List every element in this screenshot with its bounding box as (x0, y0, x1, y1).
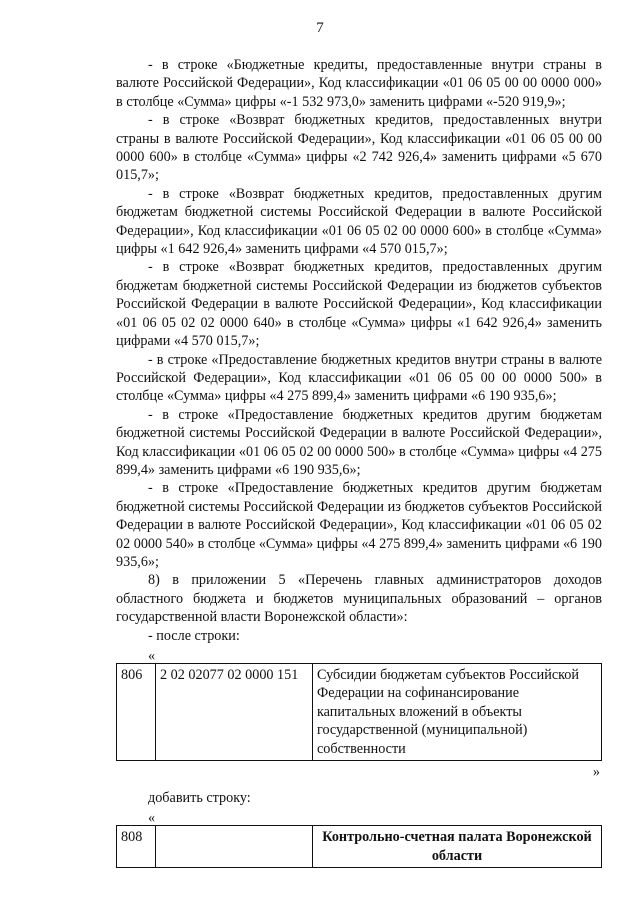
add-line-label: добавить строку: (148, 790, 251, 807)
paragraph: - в строке «Предоставление бюджетных кредитов внутри страны в валюте Российской Федерации», Код классификации «01 06 05 00 00 0000 500» в столбце «Сумма» цифры «4 275 899,4» заменить цифрами «6 190 935,6»; (116, 351, 602, 405)
table-cell-classification (156, 826, 313, 868)
table-row (117, 664, 602, 761)
paragraph: - в строке «Возврат бюджетных кредитов, предоставленных другим бюджетам бюджетной системы Российской Федерации в валюте Российской Федерации», Код классификации «01 06 05 02 00 0000 600» в столбце «Сумма» цифры «1 642 926,4» заменить цифрами «4 570 015,7»; (116, 185, 602, 258)
close-quote: » (592, 764, 600, 781)
table-cell-classification: 2 02 02077 02 0000 151 (156, 664, 313, 761)
new-row-table (116, 825, 602, 868)
open-quote: « (148, 648, 156, 664)
paragraph: - в строке «Предоставление бюджетных кредитов другим бюджетам бюджетной системы Российской Федерации в валюте Российской Федерации», Код классификации «01 06 05 02 00 0000 500» в столбце «Сумма» цифры «4 275 899,4» заменить цифрами «6 190 935,6»; (116, 406, 602, 478)
table-row (117, 826, 602, 868)
paragraph: - в строке «Предоставление бюджетных кредитов другим бюджетам бюджетной системы Российской Федерации из бюджетов субъектов Российской Федерации в валюте Российской Федерации», Код классификации «01 06 05 02 02 0000 540» в столбце «Сумма» цифры «4 275 899,4» заменить цифрами «6 190 935,6»; (116, 480, 602, 570)
page-number: 7 (316, 20, 324, 36)
document-body (116, 56, 602, 868)
after-line-label: - после строки: (148, 627, 240, 644)
open-quote: « (148, 810, 156, 827)
table-cell-code: 808 (117, 826, 156, 868)
paragraph: - в строке «Возврат бюджетных кредитов, предоставленных внутри страны в валюте Российской Федерации», Код классификации «01 06 05 00 00 0000 600» в столбце «Сумма» цифры «2 742 926,4» заменить цифрами «5 670 015,7»; (116, 112, 602, 184)
table-cell-code: 806 (117, 664, 156, 761)
paragraph: 8) в приложении 5 «Перечень главных администраторов доходов областного бюджета и бюджетов муниципальных образований – органов государственной власти Воронежской области»: (116, 572, 602, 626)
paragraph: - в строке «Возврат бюджетных кредитов, предоставленных другим бюджетам бюджетной системы Российской Федерации из бюджетов субъектов Российской Федерации в валюте Российской Федерации», Код классификации «01 06 05 02 02 0000 640» в столбце «Сумма» цифры «1 642 926,4» заменить цифрами «4 570 015,7»; (116, 259, 602, 350)
table-cell-description: Контрольно-счетная палата Воронежской области (313, 826, 602, 868)
existing-row-table (116, 663, 602, 761)
table-cell-description: Субсидии бюджетам субъектов Российской Федерации на софинансирование капитальных вложений в объекты государственной (муниципальной) собственности (313, 664, 602, 761)
paragraph: - в строке «Бюджетные кредиты, предоставленные внутри страны в валюте Российской Федерации», Код классификации «01 06 05 00 00 0000 000» в столбце «Сумма» цифры «-1 532 973,0» заменить цифрами «-520 919,9»; (116, 57, 602, 110)
